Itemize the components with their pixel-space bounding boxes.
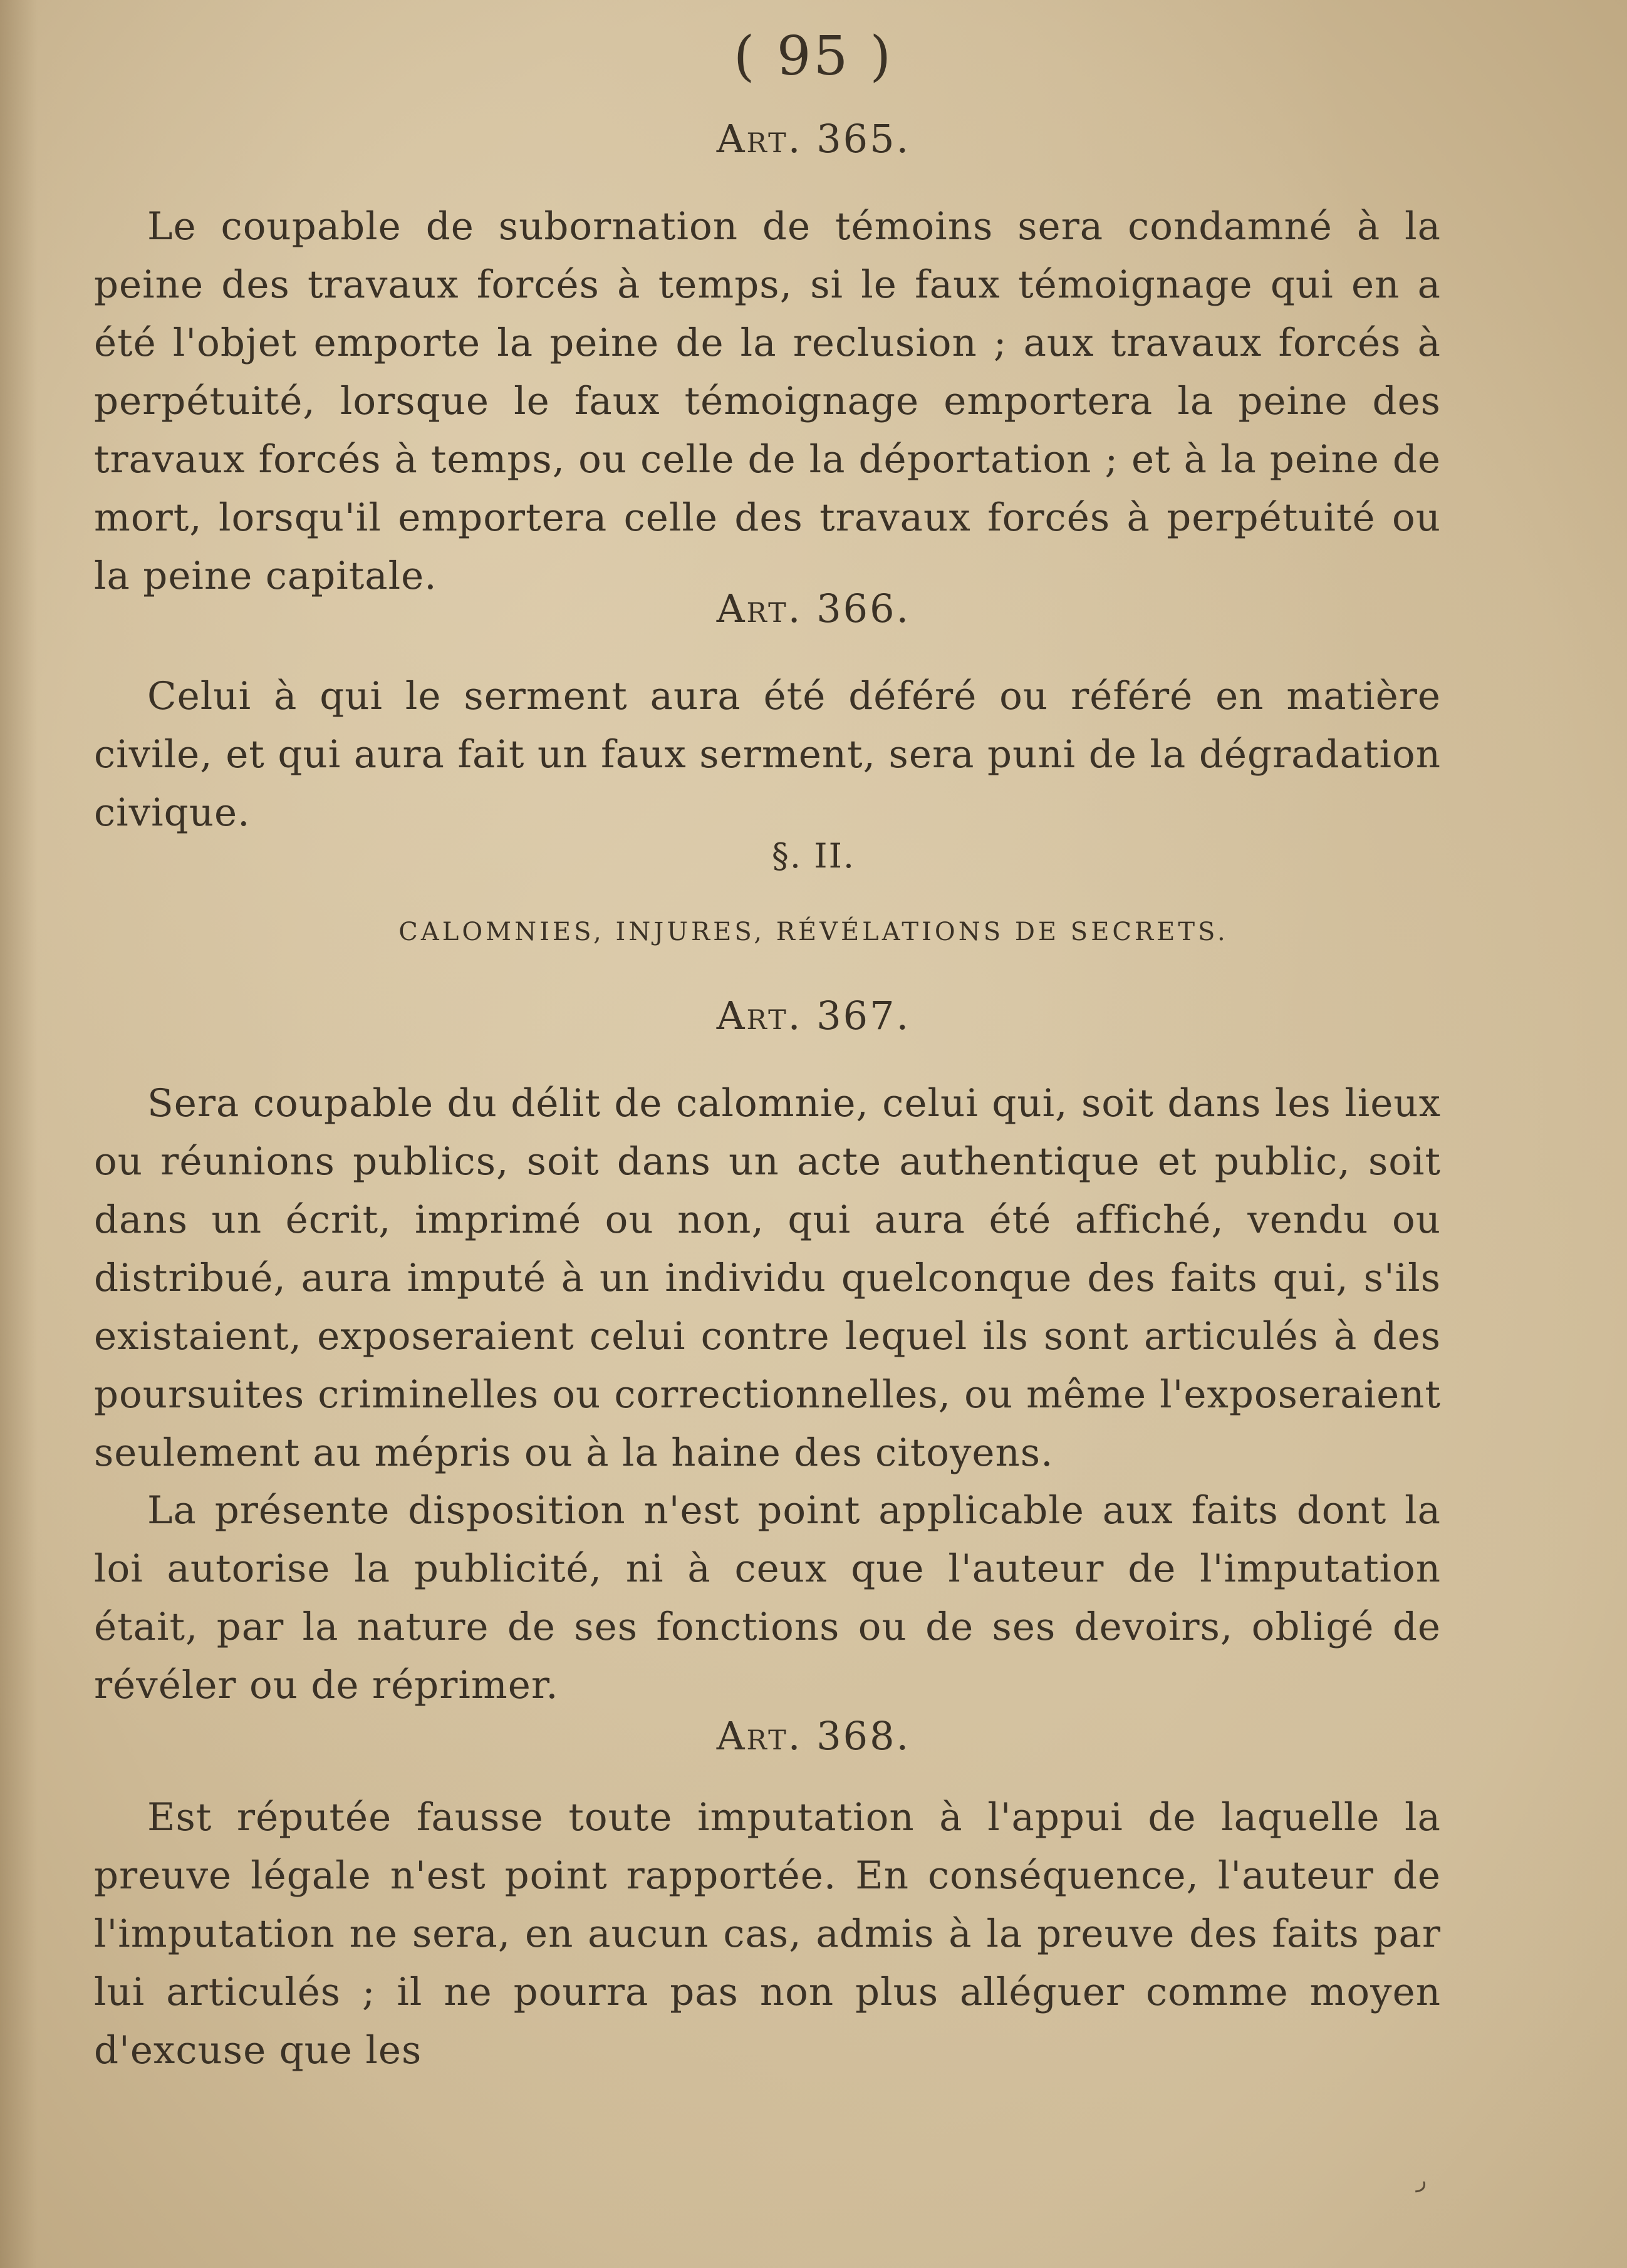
article-367-heading: Art. 367.: [716, 993, 911, 1038]
section-mark: §. II.: [771, 836, 856, 876]
article-366-text: Celui à qui le serment aura été déféré ou référé en matière civile, et qui aura fait un faux serment, sera puni de la dégradation civique.: [94, 674, 1441, 835]
article-366-heading: Art. 366.: [716, 586, 911, 631]
page-binding-shadow: [0, 0, 38, 2268]
section-title: CALOMNIES, INJURES, RÉVÉLATIONS DE SECRETS.: [398, 918, 1229, 946]
article-368-text: Est réputée fausse toute imputation à l'appui de laquelle la preuve légale n'est point rapportée. En conséquence, l'auteur de l'imputation ne sera, en aucun cas, admis à la preuve des faits par lui articulés ; il ne pourra pas non plus alléguer comme moyen d'excuse que les: [94, 1795, 1441, 2073]
article-365-heading: Art. 365.: [716, 116, 911, 162]
page-number: ( 95 ): [733, 25, 894, 88]
article-368-heading: Art. 368.: [716, 1713, 911, 1759]
corner-mark: ر: [1416, 2168, 1427, 2193]
article-367-paragraph-1: Sera coupable du délit de calomnie, celui qui, soit dans les lieux ou réunions publics, soit dans un acte authentique et public, soit dans un écrit, imprimé ou non, qui aura été affiché, vendu ou distribué, aura imputé à un individu quelconque des faits qui, s'ils existaient, exposeraient celui contre lequel ils sont articulés à des poursuites criminelles ou correctionnelles, ou même l'exposeraient seulement au mépris ou à la haine des citoyens.: [94, 1081, 1441, 1475]
article-367-paragraph-2: La présente disposition n'est point applicable aux faits dont la loi autorise la publicité, ni à ceux que l'auteur de l'imputation était, par la nature de ses fonctions ou de ses devoirs, obligé de révéler ou de réprimer.: [94, 1488, 1441, 1707]
article-365-text: Le coupable de subornation de témoins sera condamné à la peine des travaux forcés à temps, si le faux témoignage qui en a été l'objet emporte la peine de la reclusion ; aux travaux forcés à perpétuité, lorsque le faux témoignage emportera la peine des travaux forcés à temps, ou celle de la déportation ; et à la peine de mort, lorsqu'il emportera celle des travaux forcés à perpétuité ou la peine capitale.: [94, 204, 1441, 598]
